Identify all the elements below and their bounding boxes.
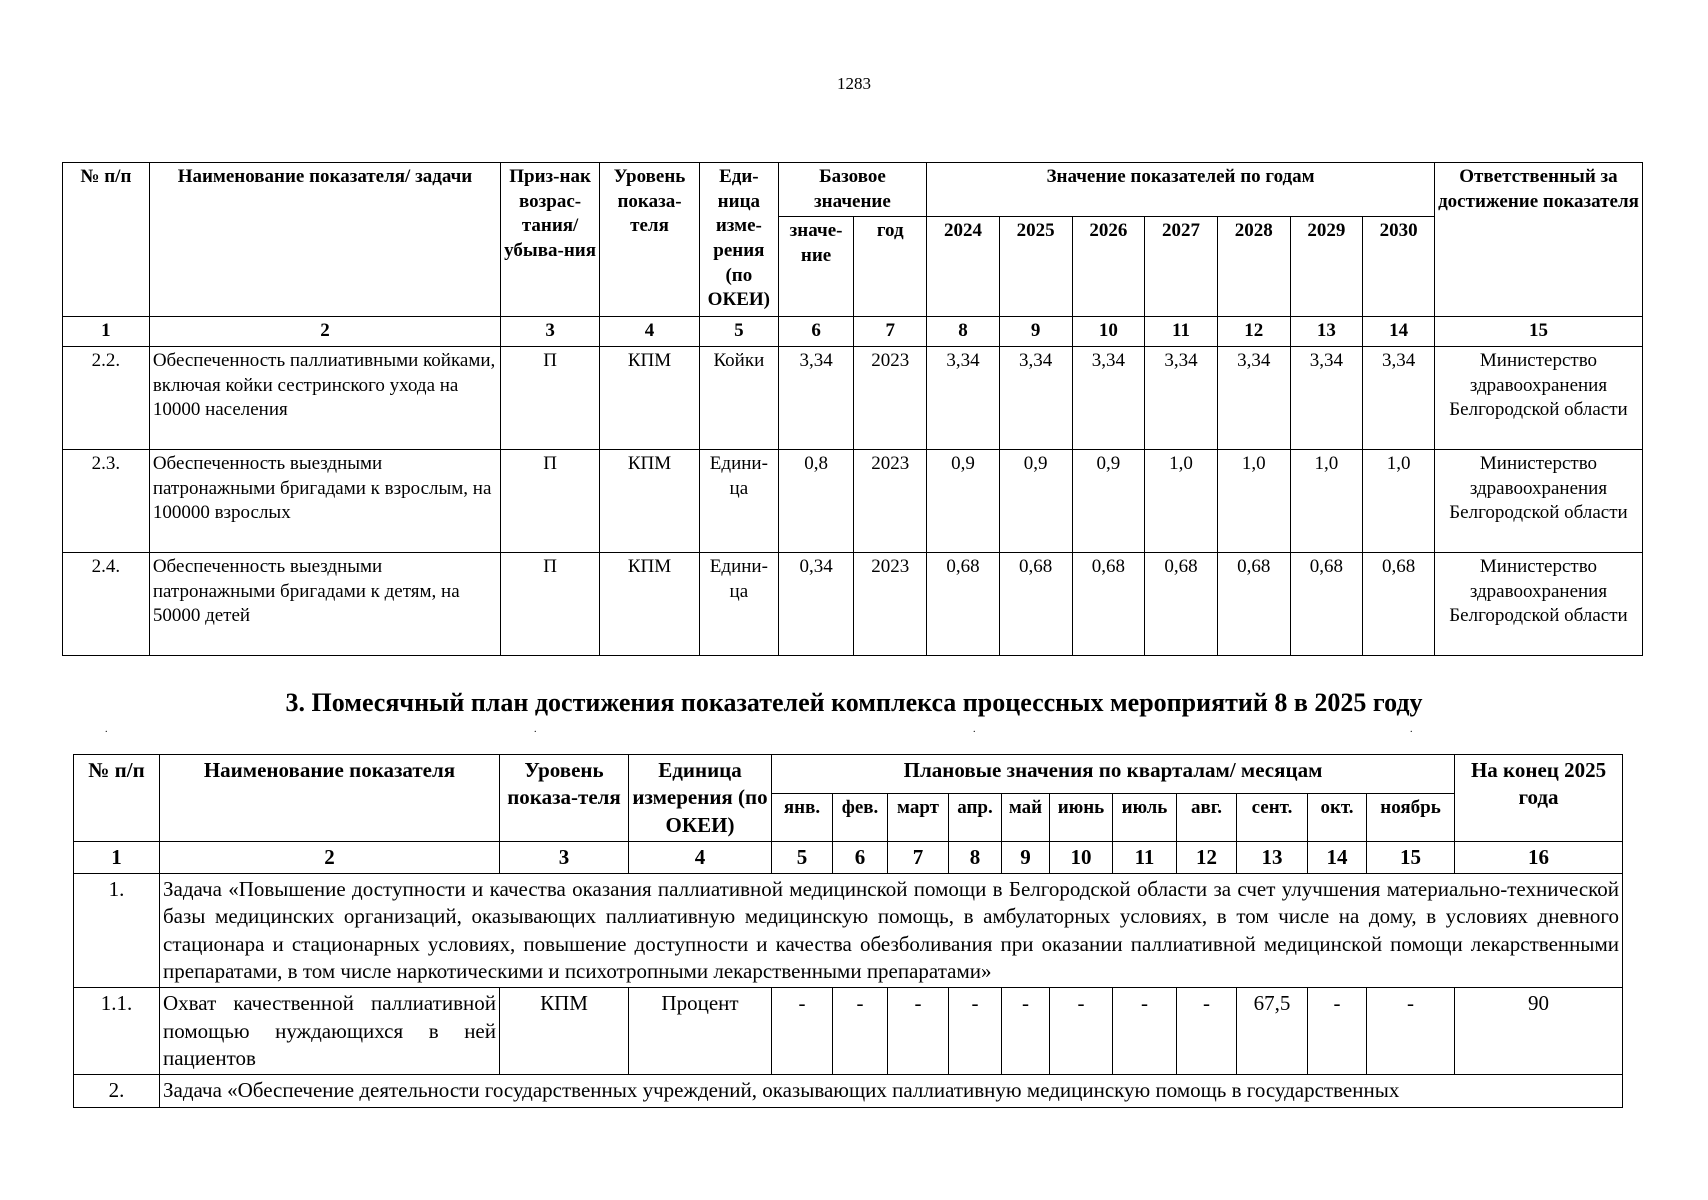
header-month: июнь <box>1050 793 1113 841</box>
column-number: 2 <box>160 841 500 873</box>
column-number: 9 <box>1002 841 1050 873</box>
column-number: 8 <box>949 841 1002 873</box>
row-value: 0,68 <box>1072 553 1145 656</box>
column-numbers-row <box>63 317 1643 347</box>
header-month: окт. <box>1308 793 1367 841</box>
row-value: 0,9 <box>927 450 1000 553</box>
header-end: На конец 2025 года <box>1455 755 1623 842</box>
row-name: Обеспеченность выездными патронажными бригадами к взрослым, на 100000 взрослых <box>149 450 500 553</box>
row-value: 3,34 <box>1217 347 1290 450</box>
row-value: 3,34 <box>927 347 1000 450</box>
row-value: 0,68 <box>1363 553 1435 656</box>
row-num: 1.1. <box>74 988 160 1075</box>
row-value: 3,34 <box>1290 347 1363 450</box>
column-number: 13 <box>1290 317 1363 347</box>
header-month: май <box>1002 793 1050 841</box>
section-title: 3. Помесячный план достижения показателей комплекса процессных мероприятий 8 в 2025 году <box>285 688 1423 717</box>
header-month: ноябрь <box>1367 793 1455 841</box>
task-text: Задача «Повышение доступности и качества оказания паллиативной медицинской помощи в Белгородской области за счет улучшения материально-технической базы медицинских организаций, оказывающих паллиативную медицинскую помощь, в амбулаторных условиях, в том числе на дому, в условиях дневного стационара и стационарных условиях, повышение доступности и качества обезболивания при оказании паллиативной медицинской помощи лекарственными препаратами, в том числе наркотическими и психотропными лекарственными препаратами» <box>160 874 1623 988</box>
column-number: 7 <box>888 841 949 873</box>
row-value: 0,68 <box>999 553 1072 656</box>
row-sign: П <box>501 450 600 553</box>
header-name: Наименование показателя <box>160 755 500 842</box>
column-number: 4 <box>629 841 772 873</box>
column-number: 15 <box>1434 317 1642 347</box>
task-row <box>74 1075 1623 1107</box>
row-responsible: Министерство здравоохранения Белгородской области <box>1434 450 1642 553</box>
column-number: 9 <box>999 317 1072 347</box>
column-number: 1 <box>63 317 150 347</box>
table-row <box>74 988 1623 1075</box>
row-base-value: 0,34 <box>778 553 854 656</box>
table-row <box>63 553 1643 656</box>
row-month-value: - <box>1177 988 1237 1075</box>
row-value: 3,34 <box>1072 347 1145 450</box>
column-number: 13 <box>1237 841 1308 873</box>
column-number: 11 <box>1113 841 1177 873</box>
row-end-value: 90 <box>1455 988 1623 1075</box>
row-value: 0,68 <box>1145 553 1218 656</box>
monthly-plan-table <box>73 754 1623 1108</box>
column-number: 10 <box>1072 317 1145 347</box>
header-year: 2024 <box>927 217 1000 317</box>
task-text: Задача «Обеспечение деятельности государственных учреждений, оказывающих паллиативную медицинскую помощь в государственных <box>160 1075 1623 1107</box>
row-month-value: - <box>833 988 888 1075</box>
row-responsible: Министерство здравоохранения Белгородской области <box>1434 347 1642 450</box>
row-value: 3,34 <box>1145 347 1218 450</box>
row-value: 0,68 <box>1217 553 1290 656</box>
row-base-value: 0,8 <box>778 450 854 553</box>
header-month: апр. <box>949 793 1002 841</box>
task-num: 1. <box>74 874 160 988</box>
header-base-value: значе-ние <box>778 217 854 317</box>
row-month-value: 67,5 <box>1237 988 1308 1075</box>
row-level: КПМ <box>500 988 629 1075</box>
row-value: 0,68 <box>1290 553 1363 656</box>
row-name: Охват качественной паллиативной помощью нуждающихся в ней пациентов <box>160 988 500 1075</box>
column-number: 6 <box>833 841 888 873</box>
column-number: 3 <box>500 841 629 873</box>
header-month: авг. <box>1177 793 1237 841</box>
column-number: 16 <box>1455 841 1623 873</box>
row-responsible: Министерство здравоохранения Белгородской области <box>1434 553 1642 656</box>
column-number: 6 <box>778 317 854 347</box>
scan-dots: . . . . <box>105 724 1413 735</box>
header-year: 2029 <box>1290 217 1363 317</box>
row-unit: Едини-ца <box>699 553 778 656</box>
column-numbers-row <box>74 841 1623 873</box>
row-month-value: - <box>949 988 1002 1075</box>
header-level: Уровень показа-теля <box>600 163 700 317</box>
row-value: 3,34 <box>1363 347 1435 450</box>
indicators-table <box>62 162 1643 656</box>
column-number: 5 <box>772 841 833 873</box>
row-month-value: - <box>772 988 833 1075</box>
header-year: 2028 <box>1217 217 1290 317</box>
header-month: сент. <box>1237 793 1308 841</box>
column-number: 8 <box>927 317 1000 347</box>
row-value: 1,0 <box>1217 450 1290 553</box>
row-value: 0,68 <box>927 553 1000 656</box>
row-level: КПМ <box>600 553 700 656</box>
column-number: 3 <box>501 317 600 347</box>
row-value: 1,0 <box>1145 450 1218 553</box>
column-number: 14 <box>1308 841 1367 873</box>
header-unit: Единица измерения (по ОКЕИ) <box>629 755 772 842</box>
header-name: Наименование показателя/ задачи <box>149 163 500 317</box>
row-month-value: - <box>1367 988 1455 1075</box>
header-num: № п/п <box>63 163 150 317</box>
row-value: 0,9 <box>999 450 1072 553</box>
row-base-year: 2023 <box>854 553 927 656</box>
column-number: 11 <box>1145 317 1218 347</box>
row-month-value: - <box>1308 988 1367 1075</box>
column-number: 5 <box>699 317 778 347</box>
header-year: 2027 <box>1145 217 1218 317</box>
column-number: 4 <box>600 317 700 347</box>
row-num: 2.4. <box>63 553 150 656</box>
task-row <box>74 874 1623 988</box>
row-level: КПМ <box>600 347 700 450</box>
row-num: 2.3. <box>63 450 150 553</box>
row-month-value: - <box>888 988 949 1075</box>
column-number: 14 <box>1363 317 1435 347</box>
row-month-value: - <box>1002 988 1050 1075</box>
header-responsible: Ответственный за достижение показателя <box>1434 163 1642 317</box>
table-row <box>63 347 1643 450</box>
row-base-value: 3,34 <box>778 347 854 450</box>
header-year: 2026 <box>1072 217 1145 317</box>
column-number: 1 <box>74 841 160 873</box>
header-num: № п/п <box>74 755 160 842</box>
row-num: 2.2. <box>63 347 150 450</box>
page-number: 1283 <box>837 74 871 93</box>
row-name: Обеспеченность выездными патронажными бригадами к детям, на 50000 детей <box>149 553 500 656</box>
column-number: 15 <box>1367 841 1455 873</box>
row-sign: П <box>501 553 600 656</box>
header-month: фев. <box>833 793 888 841</box>
row-value: 0,9 <box>1072 450 1145 553</box>
row-month-value: - <box>1113 988 1177 1075</box>
header-month: янв. <box>772 793 833 841</box>
column-number: 12 <box>1177 841 1237 873</box>
header-month: июль <box>1113 793 1177 841</box>
header-month: март <box>888 793 949 841</box>
header-unit: Еди-ница изме-рения (по ОКЕИ) <box>699 163 778 317</box>
header-planned: Плановые значения по кварталам/ месяцам <box>772 755 1455 794</box>
row-unit: Едини-ца <box>699 450 778 553</box>
row-value: 3,34 <box>999 347 1072 450</box>
row-value: 1,0 <box>1290 450 1363 553</box>
column-number: 7 <box>854 317 927 347</box>
column-number: 10 <box>1050 841 1113 873</box>
header-base-year: год <box>854 217 927 317</box>
header-year: 2030 <box>1363 217 1435 317</box>
column-number: 12 <box>1217 317 1290 347</box>
header-base: Базовое значение <box>778 163 926 217</box>
task-num: 2. <box>74 1075 160 1107</box>
row-name: Обеспеченность паллиативными койками, включая койки сестринского ухода на 10000 населения <box>149 347 500 450</box>
row-unit: Койки <box>699 347 778 450</box>
header-year: 2025 <box>999 217 1072 317</box>
row-month-value: - <box>1050 988 1113 1075</box>
row-base-year: 2023 <box>854 347 927 450</box>
header-sign: Приз-нак возрас-тания/ убыва-ния <box>501 163 600 317</box>
table-row <box>63 450 1643 553</box>
header-level: Уровень показа-теля <box>500 755 629 842</box>
header-by-years: Значение показателей по годам <box>927 163 1435 217</box>
row-level: КПМ <box>600 450 700 553</box>
row-sign: П <box>501 347 600 450</box>
column-number: 2 <box>149 317 500 347</box>
row-value: 1,0 <box>1363 450 1435 553</box>
row-base-year: 2023 <box>854 450 927 553</box>
row-unit: Процент <box>629 988 772 1075</box>
